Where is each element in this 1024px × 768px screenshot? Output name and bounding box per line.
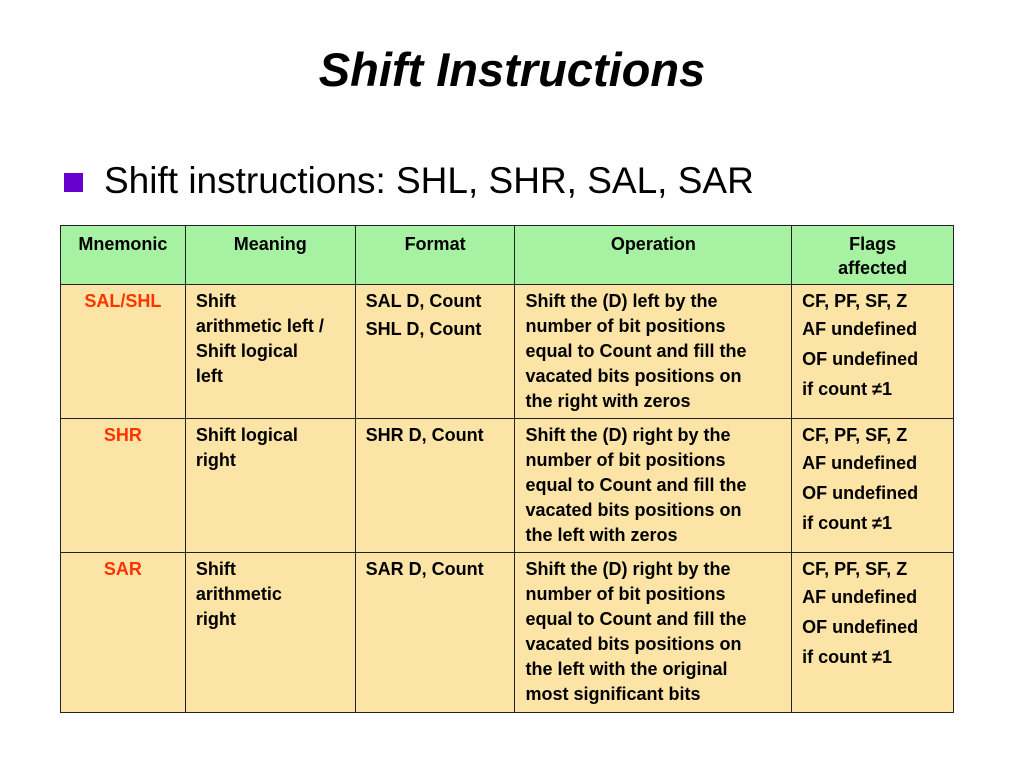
- operation-line: Shift the (D) left by the: [525, 291, 718, 311]
- bullet-point: [64, 160, 754, 202]
- cell-mnemonic: SHR: [61, 419, 186, 553]
- operation-line: the right with zeros: [525, 391, 691, 411]
- operation-line: most significant bits: [525, 684, 701, 704]
- flags-line: CF, PF, SF, Z: [802, 291, 908, 311]
- flags-line: AF undefined: [802, 319, 918, 339]
- operation-line: equal to Count and fill the: [525, 475, 747, 495]
- table-row: [61, 285, 954, 419]
- flags-line: OF undefined: [802, 617, 919, 637]
- flags-line: AF undefined: [802, 587, 918, 607]
- header-flags: [792, 226, 954, 285]
- cell-meaning: [185, 285, 355, 419]
- meaning-line: arithmetic: [195, 584, 282, 604]
- flags-line: if count ≠1: [802, 647, 893, 667]
- operation-line: vacated bits positions on: [525, 634, 742, 654]
- operation-line: equal to Count and fill the: [525, 341, 747, 361]
- cell-operation: [515, 419, 792, 553]
- cell-operation: [515, 285, 792, 419]
- header-operation: Operation: [515, 226, 792, 285]
- format-line: SHL D, Count: [365, 319, 482, 339]
- meaning-line: Shift: [195, 559, 236, 579]
- flags-line: OF undefined: [802, 483, 919, 503]
- flags-line: if count ≠1: [802, 379, 893, 399]
- operation-line: vacated bits positions on: [525, 500, 742, 520]
- header-flags-line1: Flags: [849, 234, 897, 254]
- cell-mnemonic: SAR: [61, 553, 186, 713]
- cell-meaning: [185, 553, 355, 713]
- meaning-line: left: [195, 366, 223, 386]
- operation-line: Shift the (D) right by the: [525, 425, 731, 445]
- meaning-line: Shift: [195, 291, 236, 311]
- cell-format: [355, 553, 515, 713]
- cell-meaning: [185, 419, 355, 553]
- table-header-row: [61, 226, 954, 285]
- cell-mnemonic: SAL/SHL: [61, 285, 186, 419]
- header-mnemonic: Mnemonic: [61, 226, 186, 285]
- cell-format: [355, 285, 515, 419]
- operation-line: Shift the (D) right by the: [525, 559, 731, 579]
- bullet-text: Shift instructions: SHL, SHR, SAL, SAR: [104, 160, 754, 201]
- header-format: Format: [355, 226, 515, 285]
- cell-operation: [515, 553, 792, 713]
- operation-line: number of bit positions: [525, 584, 726, 604]
- format-line: SAR D, Count: [365, 559, 484, 579]
- cell-flags: [792, 419, 954, 553]
- slide-title: Shift Instructions: [318, 43, 706, 96]
- format-line: SHR D, Count: [365, 425, 484, 445]
- operation-line: vacated bits positions on: [525, 366, 742, 386]
- cell-flags: [792, 285, 954, 419]
- table-body: [61, 285, 954, 713]
- header-flags-line2: affected: [838, 258, 908, 278]
- meaning-line: right: [195, 609, 236, 629]
- table-row: [61, 553, 954, 713]
- flags-line: OF undefined: [802, 349, 919, 369]
- bullet-square-icon: [64, 173, 83, 192]
- table-row: [61, 419, 954, 553]
- shift-instructions-table: [60, 225, 954, 713]
- header-meaning: Meaning: [185, 226, 355, 285]
- flags-line: AF undefined: [802, 453, 918, 473]
- operation-line: the left with the original: [525, 659, 728, 679]
- flags-line: CF, PF, SF, Z: [802, 425, 908, 445]
- flags-line: if count ≠1: [802, 513, 893, 533]
- flags-line: CF, PF, SF, Z: [802, 559, 908, 579]
- meaning-line: Shift logical: [195, 425, 298, 445]
- meaning-line: Shift logical: [195, 341, 298, 361]
- operation-line: number of bit positions: [525, 316, 726, 336]
- operation-line: number of bit positions: [525, 450, 726, 470]
- cell-format: [355, 419, 515, 553]
- operation-line: the left with zeros: [525, 525, 678, 545]
- meaning-line: arithmetic left /: [195, 316, 324, 336]
- format-line: SAL D, Count: [365, 291, 482, 311]
- cell-flags: [792, 553, 954, 713]
- meaning-line: right: [195, 450, 236, 470]
- operation-line: equal to Count and fill the: [525, 609, 747, 629]
